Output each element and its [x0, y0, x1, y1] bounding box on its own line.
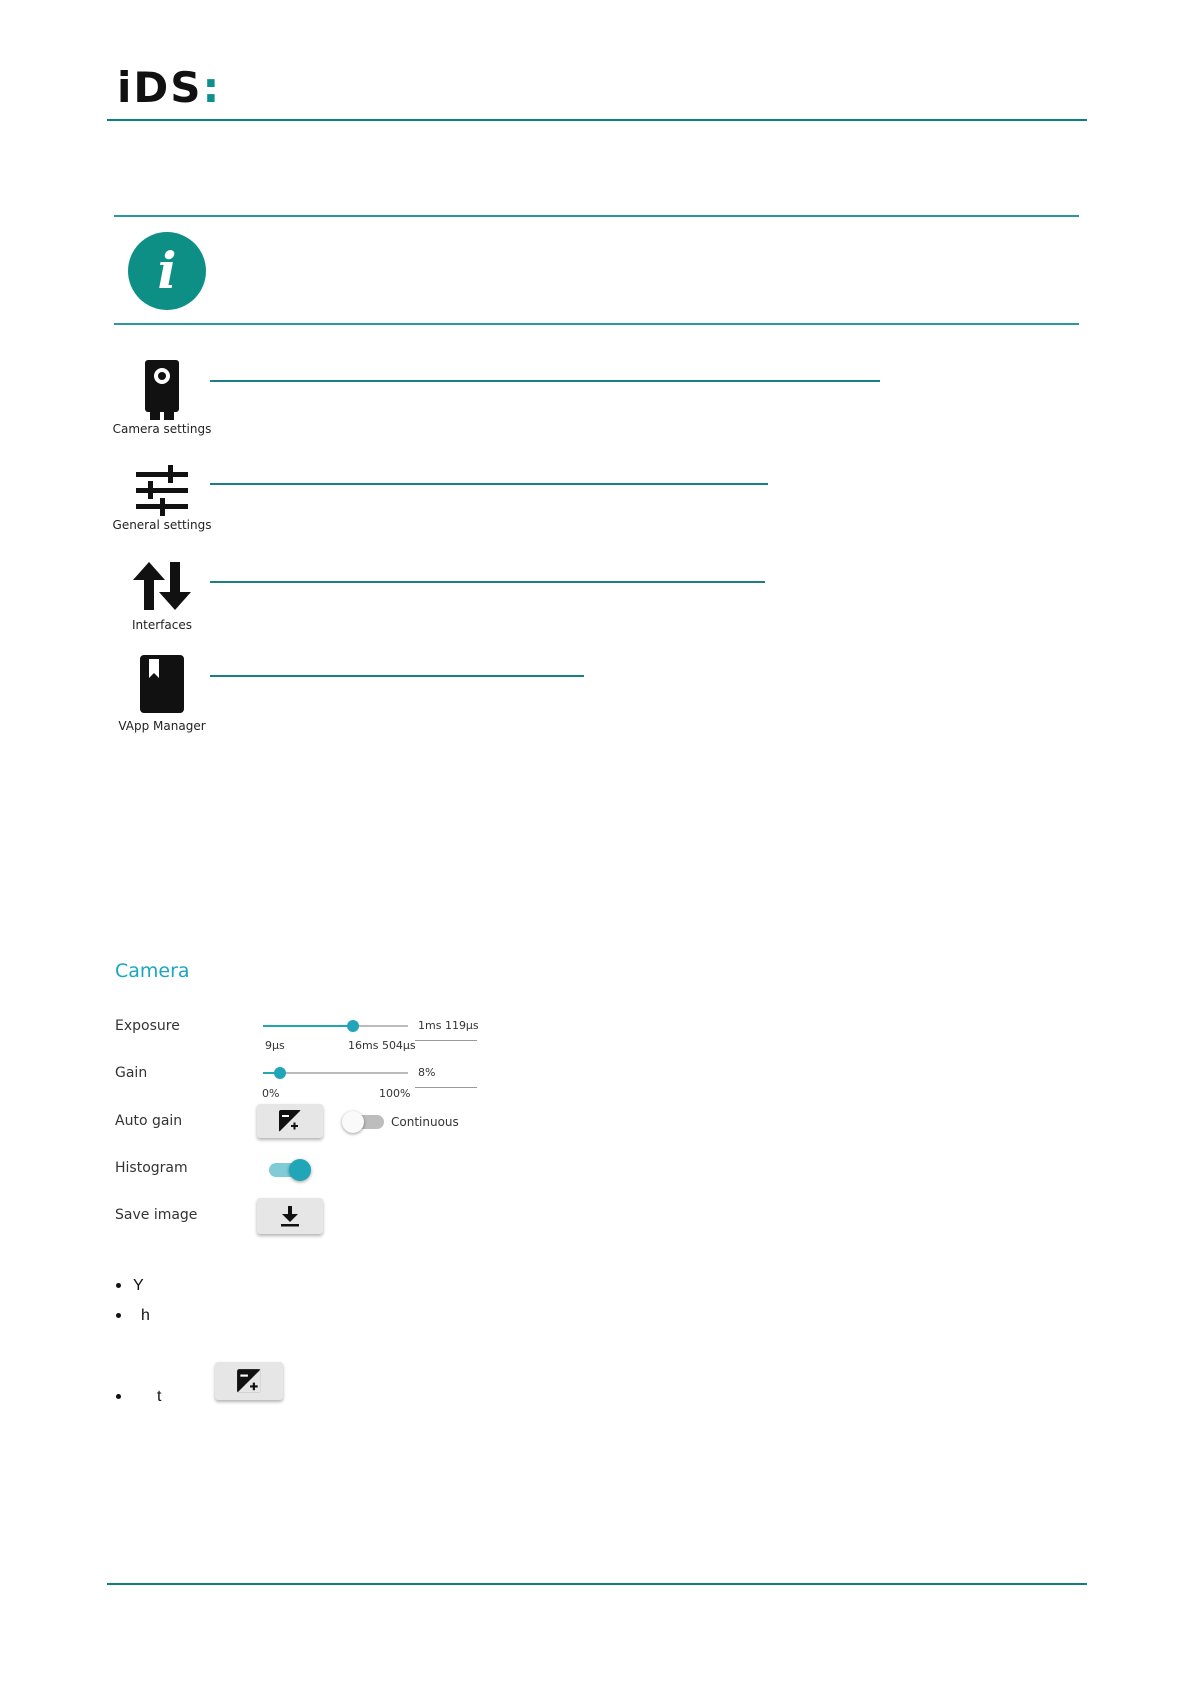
info-box-bottom-rule	[114, 323, 1079, 325]
exposure-label: Exposure	[115, 1018, 180, 1034]
nav-link-line-interfaces[interactable]	[210, 581, 765, 583]
logo-text: iDS	[117, 63, 203, 112]
save-image-button[interactable]	[257, 1198, 323, 1234]
bullet-item	[116, 1277, 144, 1295]
sliders-icon	[134, 464, 190, 518]
gain-min: 0%	[262, 1087, 280, 1100]
bullet-dot	[116, 1394, 121, 1399]
exposure-value-underline	[415, 1040, 477, 1041]
logo-dots: :	[202, 63, 222, 112]
up-down-arrows-icon	[131, 562, 193, 610]
nav-label-general-settings: General settings	[112, 518, 212, 532]
nav-label-interfaces: Interfaces	[132, 618, 192, 632]
exposure-value: 1ms 119µs	[418, 1019, 479, 1032]
nav-link-line-general-settings[interactable]	[210, 483, 768, 485]
nav-tile-camera-settings[interactable]	[112, 358, 212, 436]
continuous-label: Continuous	[391, 1115, 459, 1129]
bullet-text: h	[141, 1307, 150, 1324]
nav-link-line-vapp-manager[interactable]	[210, 675, 584, 677]
auto-gain-button[interactable]	[257, 1104, 323, 1138]
bullet-text: t	[157, 1388, 162, 1405]
gain-label: Gain	[115, 1065, 148, 1081]
exposure-max: 16ms 504µs	[348, 1039, 416, 1052]
ids-logo	[117, 63, 222, 112]
info-icon	[128, 232, 206, 310]
gain-slider-thumb[interactable]	[274, 1067, 286, 1079]
nav-tile-vapp-manager[interactable]	[112, 654, 212, 733]
gain-value-underline	[415, 1087, 477, 1088]
exposure-slider[interactable]	[263, 1025, 408, 1027]
book-icon	[139, 654, 185, 714]
info-glyph: i	[157, 241, 177, 300]
save-image-label: Save image	[115, 1207, 198, 1223]
bullet-item	[116, 1388, 161, 1406]
nav-label-camera-settings: Camera settings	[112, 422, 212, 436]
continuous-toggle[interactable]	[346, 1115, 384, 1129]
exposure-plus-icon	[236, 1368, 262, 1394]
histogram-toggle[interactable]	[269, 1163, 307, 1177]
exposure-slider-thumb[interactable]	[347, 1020, 359, 1032]
bullet-dot	[116, 1313, 121, 1318]
download-icon	[280, 1205, 300, 1227]
exposure-plus-icon	[278, 1109, 302, 1133]
histogram-toggle-knob	[289, 1159, 311, 1181]
camera-section-title: Camera	[115, 960, 190, 982]
camera-icon	[142, 358, 182, 422]
nav-link-line-camera-settings[interactable]	[210, 380, 880, 382]
bullet-item	[116, 1307, 150, 1325]
gain-max: 100%	[379, 1087, 411, 1100]
bullet-dot	[116, 1283, 121, 1288]
nav-tile-interfaces[interactable]	[112, 562, 212, 632]
exposure-slider-fill	[263, 1025, 353, 1027]
exposure-min: 9µs	[265, 1039, 285, 1052]
histogram-label: Histogram	[115, 1160, 188, 1176]
nav-tile-general-settings[interactable]	[112, 464, 212, 532]
gain-slider[interactable]	[263, 1072, 408, 1074]
gain-value: 8%	[418, 1066, 436, 1079]
auto-gain-label: Auto gain	[115, 1113, 183, 1129]
footer-rule	[107, 1583, 1087, 1585]
bullet-text: Y	[133, 1277, 144, 1294]
info-box-top-rule	[114, 215, 1079, 217]
continuous-toggle-knob	[342, 1111, 364, 1133]
nav-label-vapp-manager: VApp Manager	[118, 719, 206, 733]
inline-auto-gain-button[interactable]	[215, 1362, 283, 1400]
header-rule	[107, 119, 1087, 121]
